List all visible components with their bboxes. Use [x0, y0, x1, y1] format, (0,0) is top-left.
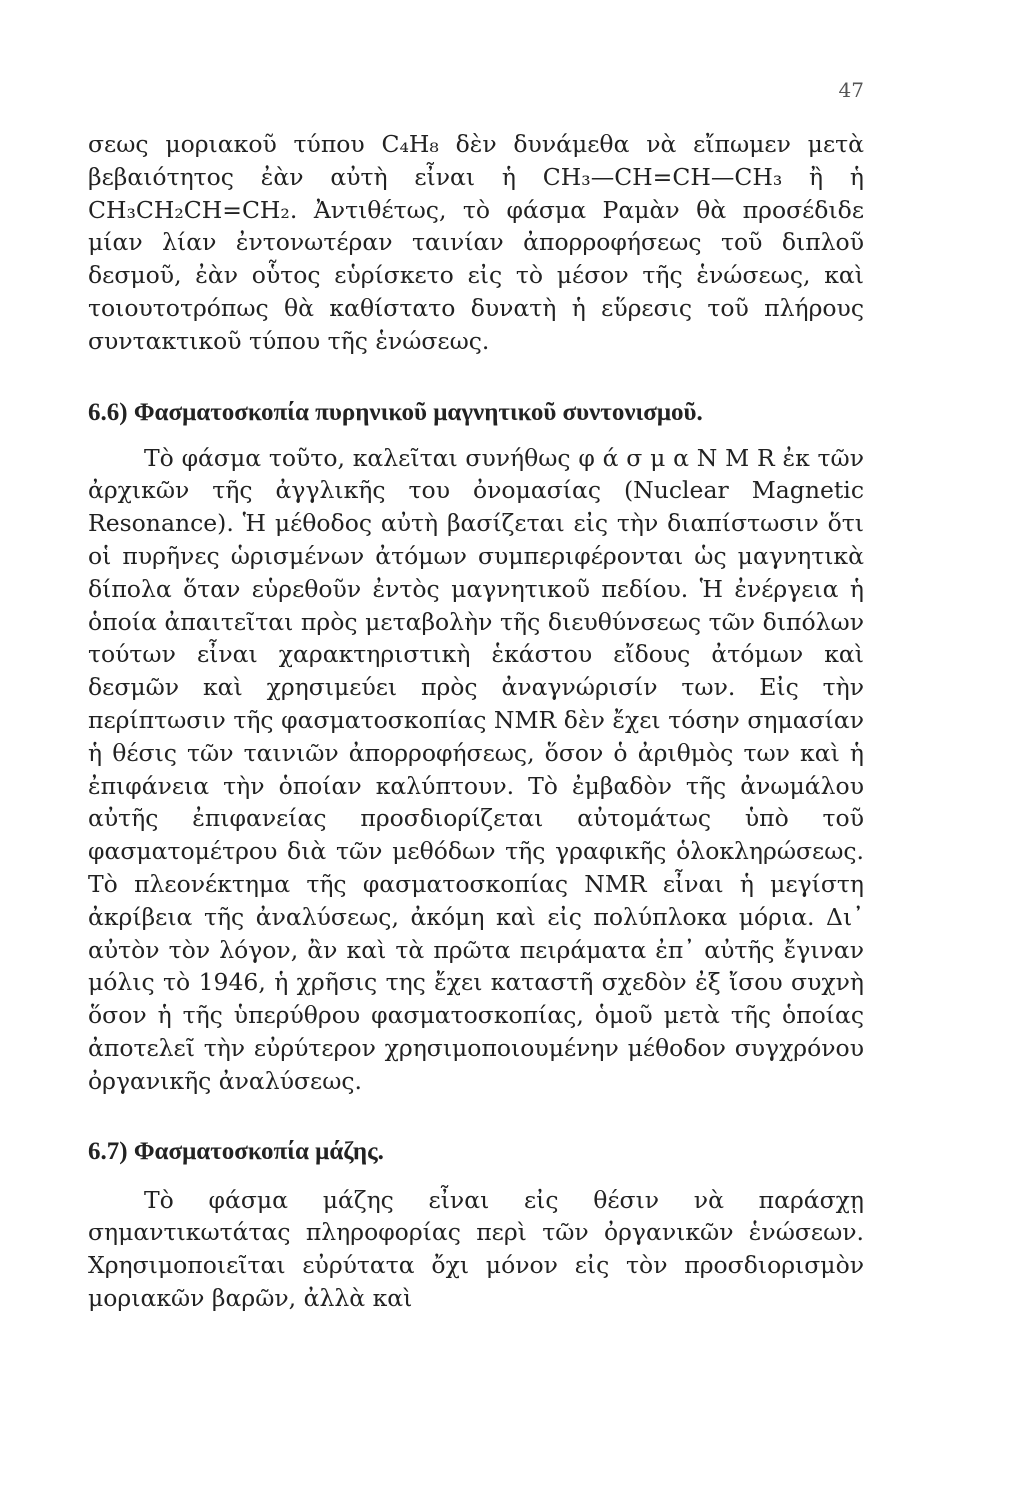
text-column [88, 128, 864, 1315]
paragraph-mass-spectroscopy: Τὸ φάσμα μάζης εἶναι εἰς θέσιν νὰ παράσχῃ σημαντικωτάτας πληροφορίας περὶ τῶν ὀργανικῶν ἑνώσεων. Χρησιμοποιεῖται εὐρύτατα ὄχι μόνον εἰς τὸν προσδιορισμὸν μοριακῶν βαρῶν, ἀλλὰ καὶ [88, 1185, 864, 1312]
section-heading-mass-spectroscopy: 6.7) Φασματοσκοπία μάζης. [88, 1137, 384, 1165]
paragraph-continued: σεως μοριακοῦ τύπου C₄H₈ δὲν δυνάμεθα νὰ εἴπωμεν μετὰ βεβαιότητος ἐὰν αὐτὴ εἶναι ἡ CH₃—CH=CH—CH₃ ἢ ἡ CH₃CH₂CH=CH₂. Ἀντιθέτως, τὸ φάσμα Ραμὰν θὰ προσέδιδε μίαν λίαν ἐντονωτέραν ταινίαν ἀπορροφήσεως τοῦ διπλοῦ δεσμοῦ, ἐὰν οὗτος εὑρίσκετο εἰς τὸ μέσον τῆς ἑνώσεως, καὶ τοιουτοτρόπως θὰ καθίστατο δυνατὴ ἡ εὕρεσις τοῦ πλήρους συντακτικοῦ τύπου τῆς ἑνώσεως. [88, 130, 864, 355]
paragraph-nmr: Τὸ φάσμα τοῦτο, καλεῖται συνήθως φ ά σ μ α N M R ἐκ τῶν ἀρχικῶν τῆς ἀγγλικῆς του ὀνομασίας (Nuclear Magnetic Resonance). Ἡ μέθοδος αὐτὴ βασίζεται εἰς τὴν διαπίστωσιν ὅτι οἱ πυρῆνες ὡρισμένων ἀτόμων συμπεριφέρονται ὡς μαγνητικὰ δίπολα ὅταν εὑρεθοῦν ἐντὸς μαγνητικοῦ πεδίου. Ἡ ἐνέργεια ἡ ὁποία ἀπαιτεῖται πρὸς μεταβολὴν τῆς διευθύνσεως τῶν διπόλων τούτων εἶναι χαρακτηριστικὴ ἑκάστου εἴδους ἀτόμων καὶ δεσμῶν καὶ χρησιμεύει πρὸς ἀναγνώρισίν των. Εἰς τὴν περίπτωσιν τῆς φασματοσκοπίας NMR δὲν ἔχει τόσην σημασίαν ἡ θέσις τῶν ταινιῶν ἀπορροφήσεως, ὅσον ὁ ἀριθμὸς των καὶ ἡ ἐπιφάνεια τὴν ὁποίαν καλύπτουν. Τὸ ἐμβαδὸν τῆς ἀνωμάλου αὐτῆς ἐπιφανείας προσδιορίζεται αὐτομάτως ὑπὸ τοῦ φασματομέτρου διὰ τῶν μεθόδων τῆς γραφικῆς ὁλοκληρώσεως. Τὸ πλεονέκτημα τῆς φασματοσκοπίας NMR εἶναι ἡ μεγίστη ἀκρίβεια τῆς ἀναλύσεως, ἀκόμη καὶ εἰς πολύπλοκα μόρια. Δι᾽ αὐτὸν τὸν λόγον, ἂν καὶ τὰ πρῶτα πειράματα ἐπ᾽ αὐτῆς ἔγιναν μόλις τὸ 1946, ἡ χρῆσις της ἔχει καταστῆ σχεδὸν ἐξ ἴσου συχνὴ ὅσον ἡ τῆς ὑπερύθρου φασματοσκοπίας, ὁμοῦ μετὰ τῆς ὁποίας ἀποτελεῖ τὴν εὐρύτερον χρησιμοποιουμένην μέθοδον συγχρόνου ὀργανικῆς ἀναλύσεως. [88, 443, 864, 1095]
section-heading-nmr: 6.6) Φασματοσκοπία πυρηνικοῦ μαγνητικοῦ συντονισμοῦ. [88, 398, 703, 426]
page-number: 47 [838, 78, 864, 102]
